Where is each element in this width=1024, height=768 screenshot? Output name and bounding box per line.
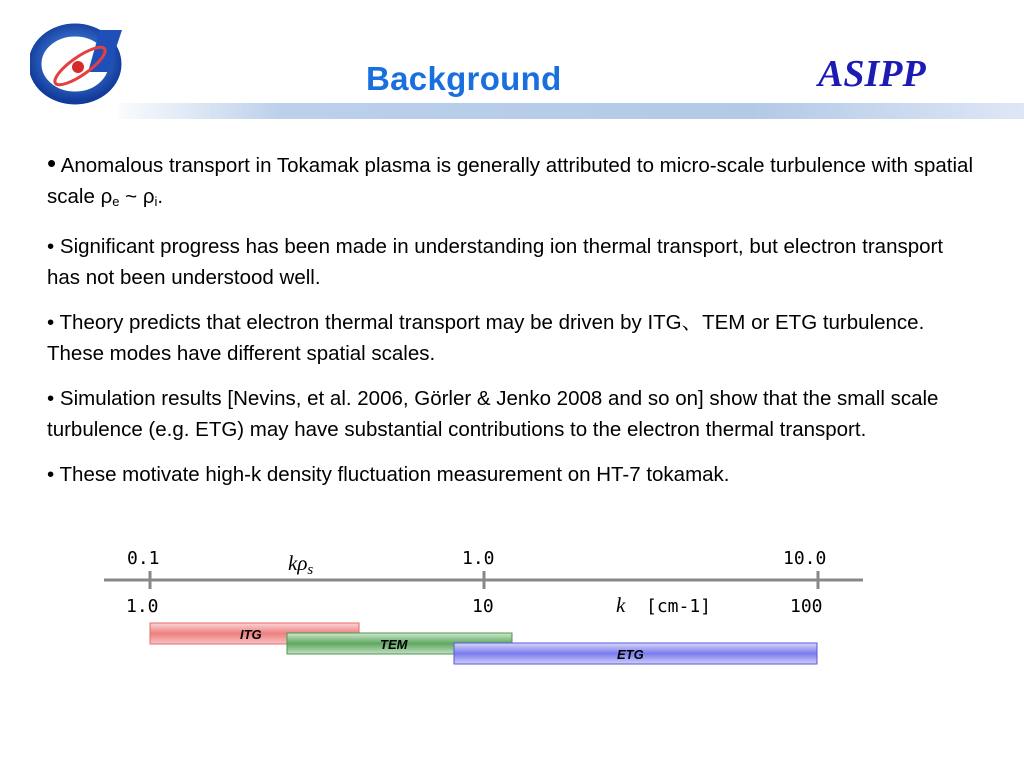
bullet-item xyxy=(47,307,977,369)
bullet-item xyxy=(47,148,977,217)
k-symbol: k xyxy=(288,551,298,575)
bottom-tick-label: 1.0 xyxy=(126,596,159,617)
subscript-e: e xyxy=(112,194,120,209)
rho-symbol: ρ xyxy=(142,185,155,208)
bottom-axis-k: k xyxy=(616,593,626,617)
bullet-item xyxy=(47,231,977,293)
bullet-mark: • xyxy=(47,311,55,334)
rho-symbol: ρ xyxy=(100,185,113,208)
bullet-mark: • xyxy=(47,387,55,410)
bullet-text: Simulation results [Nevins, et al. 2006, Görler & Jenko 2008 and so on] show that the small scale turbulence (e.g. ETG) may have substantial contributions to the electron thermal transport. xyxy=(47,387,939,441)
title-divider xyxy=(118,103,1024,119)
bullet-list xyxy=(47,148,977,504)
bottom-axis-unit: [cm-1] xyxy=(646,596,712,617)
top-tick-label: 0.1 xyxy=(127,548,160,569)
bottom-tick-label: 10 xyxy=(472,596,494,617)
subscript-s: s xyxy=(307,562,314,578)
institute-logo xyxy=(30,22,130,112)
tilde-symbol: ~ xyxy=(119,185,143,208)
bullet-text: Significant progress has been made in understanding ion thermal transport, but electron transport has not been understood well. xyxy=(47,235,944,289)
slide-title: Background xyxy=(366,60,562,97)
top-tick-label: 10.0 xyxy=(783,548,827,569)
bullet-text: Theory predicts that electron thermal transport may be driven by ITG、TEM or ETG turbulence. These modes have different spatial scales. xyxy=(47,311,925,365)
subscript-i: i xyxy=(154,194,158,209)
bullet-mark: • xyxy=(47,148,57,178)
organization-name: ASIPP xyxy=(818,53,926,95)
tem-band-label: TEM xyxy=(380,637,408,652)
period: . xyxy=(157,185,164,208)
bullet-item xyxy=(47,383,977,445)
rho-symbol: ρ xyxy=(297,551,308,575)
bullet-item xyxy=(47,459,977,490)
itg-band-label: ITG xyxy=(240,627,262,642)
etg-band-label: ETG xyxy=(617,647,644,662)
top-axis-label xyxy=(288,551,313,578)
bullet-mark: • xyxy=(47,235,55,258)
bottom-tick-label: 100 xyxy=(790,596,823,617)
wavenumber-scale-diagram xyxy=(0,535,1024,685)
bullet-text: Anomalous transport in Tokamak plasma is generally attributed to micro-scale turbulence with spatial scale xyxy=(47,154,973,208)
bullet-text: These motivate high-k density fluctuation measurement on HT-7 tokamak. xyxy=(59,463,730,486)
top-tick-label: 1.0 xyxy=(462,548,495,569)
bullet-mark: • xyxy=(47,463,55,486)
